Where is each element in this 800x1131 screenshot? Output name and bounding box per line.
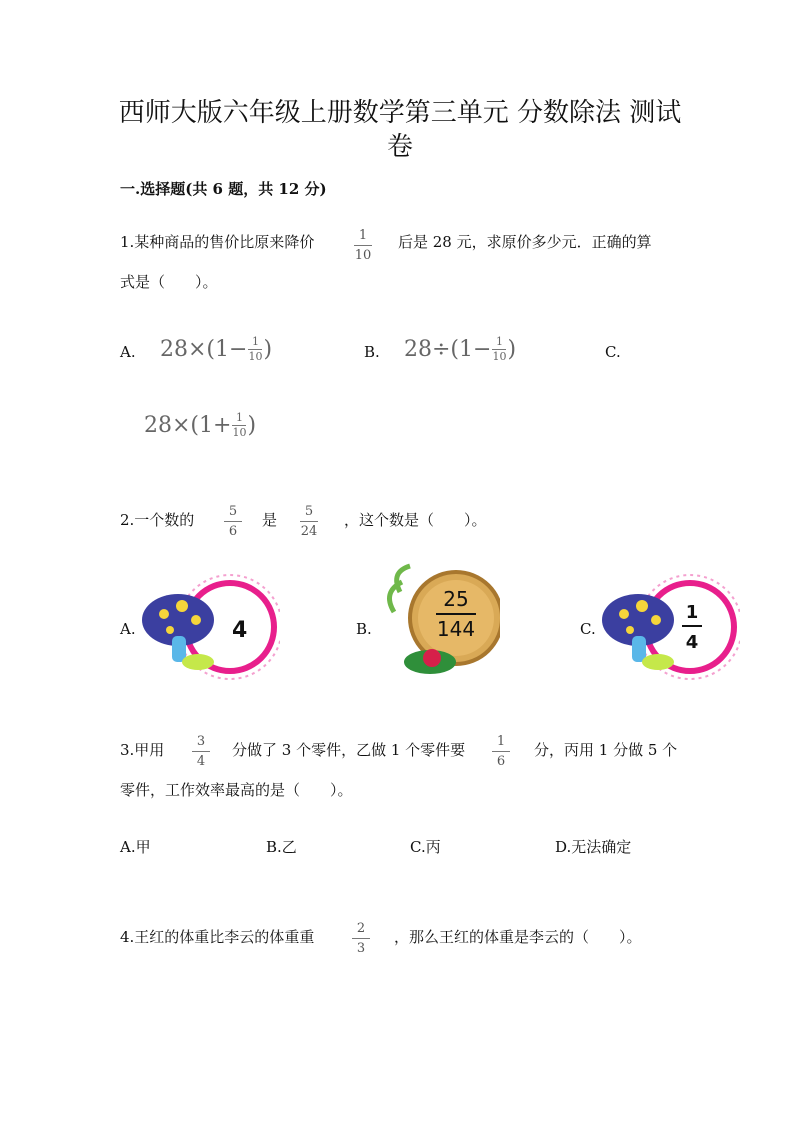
q2-fraction-1: 5 6 [224,504,242,539]
q3-option-d: D.无法确定 [555,838,632,856]
q1-option-c-formula: 28×(1+ 1 10 ) [144,411,257,439]
q2-option-b-label: B. [356,620,372,638]
q2-option-b-num: 25 [443,587,469,611]
q2-fraction-2: 5 24 [300,504,318,539]
q2-option-a-mushroom-image [140,570,280,680]
q2-option-b-den: 144 [436,617,476,641]
q4-fraction: 2 3 [352,921,370,956]
q2-option-c-label: C. [580,620,596,638]
q2-option-a-label: A. [120,620,136,638]
q2-mid: 是 [262,511,278,529]
q1-frac-den: 10 [354,248,372,263]
q1-option-a-formula: 28×(1− 1 10 ) [160,335,273,363]
q3-post: 分，丙用 1 分做 5 个 [534,741,678,759]
q2-option-c-num: 1 [685,602,699,623]
section-heading: 一.选择题(共 6 题，共 12 分) [120,180,327,198]
q1-frac-num: 1 [358,228,368,243]
q3-option-a: A.甲 [120,838,151,856]
q3-fraction-1: 3 4 [192,734,210,769]
q2-option-c-den: 4 [685,632,699,653]
q3-pre: 3.甲用 [120,741,165,759]
q1-option-b-formula: 28÷(1− 1 10 ) [404,335,517,363]
q1-option-a-label: A. [120,343,136,361]
q1-option-c-label: C. [605,343,621,361]
q2-option-c-mushroom-image [600,570,740,680]
document-title [0,96,800,164]
q2-option-a-value: 4 [232,618,248,643]
q1-line-1-pre: 1.某种商品的售价比原来降价 [120,233,315,251]
q1-fraction [354,228,372,263]
q3-fraction-2: 1 6 [492,734,510,769]
q2-post: ，这个数是（ ）。 [344,511,487,529]
q4-post: ，那么王红的体重是李云的（ ）。 [394,928,642,946]
q2-pre: 2.一个数的 [120,511,195,529]
q3-line-2: 零件，工作效率最高的是（ ）。 [120,781,353,799]
q3-option-b: B.乙 [266,838,297,856]
q3-option-c: C.丙 [410,838,441,856]
q4-pre: 4.王红的体重比李云的体重重 [120,928,315,946]
q2-option-b-barrel-image [380,562,500,686]
title-line-1: 西师大版六年级上册数学第三单元 分数除法 测试 [118,98,682,128]
q1-option-b-label: B. [364,343,380,361]
q3-mid: 分做了 3 个零件，乙做 1 个零件要 [232,741,466,759]
q1-line-1-post: 后是 28 元，求原价多少元．正确的算 [398,233,652,251]
q1-line-2: 式是（ ）。 [120,273,218,291]
title-line-2: 卷 [386,132,413,162]
